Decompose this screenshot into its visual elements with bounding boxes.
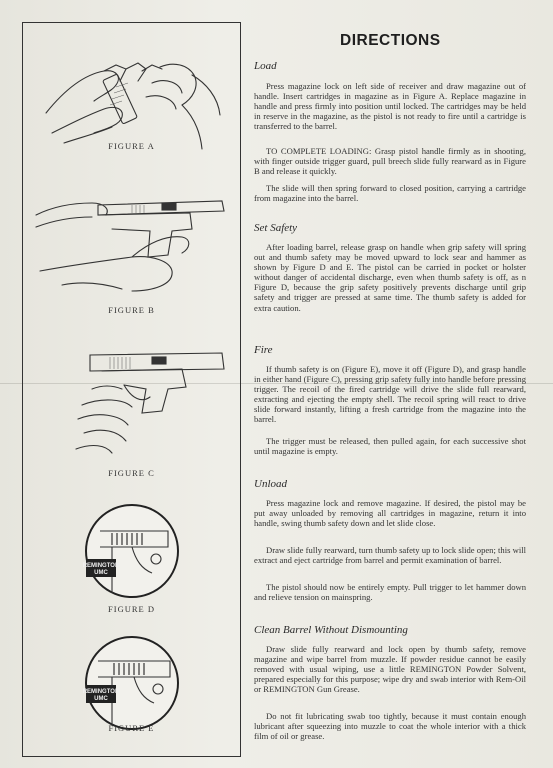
grip-safety-closeup-drawing [72, 501, 192, 601]
figure-a-illustration [23, 53, 240, 153]
figure-c-illustration [23, 345, 240, 455]
figure-b-illustration [23, 185, 240, 295]
hand-drawing-slide-drawing [32, 185, 232, 295]
fire-paragraph-1: If thumb safety is on (Figure E), move it off (Figure D), and grasp handle in either hand (Figure C), pressing grip safety fully into handle before pressing trigger. The recoil of the fired cartridge will drive the slide full rearward, extracting and ejecting the empty shell. The recoil spring will react to drive slide forward instantly, lifting a fresh cartridge from the magazine into the barrel. [254, 364, 526, 425]
load-paragraph-2: TO COMPLETE LOADING: Grasp pistol handle firmly as in shooting, with finger outside trigger guard, pull breech slide fully rearward as in Figure B and release it quickly. [254, 146, 526, 177]
figure-d-illustration [23, 501, 240, 601]
section-heading-load: Load [254, 60, 277, 72]
unload-paragraph-2: Draw slide fully rearward, turn thumb safety up to lock slide open; this will extract and eject cartridge from barrel and permit examination of barrel. [254, 545, 526, 566]
clean-barrel-paragraph-2: Do not fit lubricating swab too tightly, because it must contain enough lubricant after squeezing into muzzle to coat the whole interior with a thick film of oil or grease. [254, 711, 526, 742]
hands-loading-magazine-drawing [42, 53, 222, 153]
stamp-line-2: UMC [93, 696, 108, 702]
section-heading-clean-barrel: Clean Barrel Without Dismounting [254, 624, 408, 636]
section-heading-set-safety: Set Safety [254, 222, 298, 234]
figure-e-illustration [23, 633, 240, 733]
figure-c-caption: FIGURE C [108, 468, 155, 478]
figure-a-caption: FIGURE A [108, 141, 155, 151]
hand-firing-pistol-drawing [32, 345, 232, 455]
figure-b-caption: FIGURE B [108, 305, 155, 315]
figure-d-caption: FIGURE D [108, 604, 155, 614]
load-paragraph-1: Press magazine lock on left side of receiver and draw magazine out of handle. Insert cartridges in magazine as in Figure A. Replace magazine in handle and press firmly into position until locked. The cartridges may be held in reserve in the magazine, as the pistol is not ready to fire until a cartridge is transferred to the barrel. [254, 81, 526, 132]
unload-paragraph-3: The pistol should now be entirely empty. Pull trigger to let hammer down and relieve tension on mainspring. [254, 582, 526, 603]
load-paragraph-3: The slide will then spring forward to closed position, carrying a cartridge from magazine into the barrel. [254, 183, 526, 204]
illustration-panel [22, 22, 241, 757]
section-heading-unload: Unload [254, 478, 287, 490]
stamp-line-1: REMINGTON [82, 689, 119, 695]
clean-barrel-paragraph-1: Draw slide fully rearward and lock open by thumb safety, remove magazine and wipe barrel from muzzle. If powder residue cannot be easily removed with usual wiping, use a little REMINGTON Powder Solvent, prepared especially for this purpose; wipe dry and swab interior with Rem-Oil or REMINGTON Gun Grease. [254, 644, 526, 695]
unload-paragraph-1: Press magazine lock and remove magazine. If desired, the pistol may be put away unloaded by removing all cartridges in magazine, return it into handle, swing thumb safety down and let slide close. [254, 498, 526, 529]
set-safety-paragraph-1: After loading barrel, release grasp on handle when grip safety will spring out and thumb safety may be moved upward to lock sear and hammer as shown by Figure D and E. The pistol can be carried in pocket or holster without danger of accidental discharge, even when thumb safety is off, as n Figure D, because the grip safety positively prevents discharge until grip safety and trigger are pressed at same time. The thumb safety is added for extra caution. [254, 242, 526, 313]
fire-paragraph-2: The trigger must be released, then pulled again, for each successive shot until magazine is empty. [254, 436, 526, 457]
figure-e-caption: FIGURE E [108, 723, 155, 733]
thumb-safety-closeup-drawing [72, 633, 192, 733]
section-heading-fire: Fire [254, 344, 273, 356]
stamp-line-1: REMINGTON [82, 563, 119, 569]
page-title: DIRECTIONS [340, 32, 441, 49]
stamp-line-2: UMC [93, 570, 108, 576]
